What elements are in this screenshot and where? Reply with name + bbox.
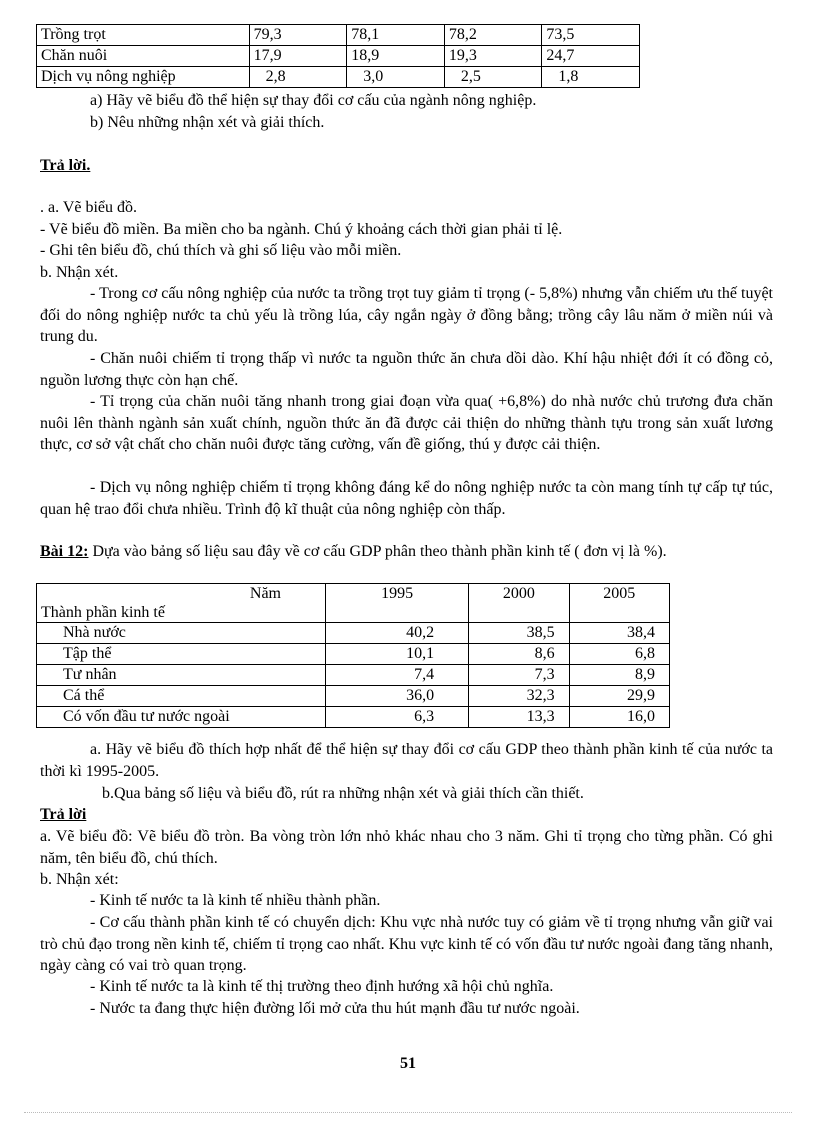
table-cell: 7,3	[469, 665, 569, 686]
table-cell: 38,4	[569, 623, 669, 644]
table-row	[37, 623, 670, 644]
question-a: a) Hãy vẽ biểu đồ thể hiện sự thay đổi cơ cấu của ngành nông nghiệp.	[90, 92, 537, 109]
exercise-text: Dựa vào bảng số liệu sau đây về cơ cấu GDP phân theo thành phần kinh tế ( đơn vị là %).	[88, 543, 667, 560]
header-row-label: Thành phần kinh tế	[41, 604, 165, 621]
answer-paragraph: - Kinh tế nước ta là kinh tế nhiều thành phần.	[90, 892, 381, 909]
table-row	[37, 686, 670, 707]
row-label: Chăn nuôi	[37, 46, 250, 67]
table-cell: 16,0	[569, 707, 669, 728]
table-row	[37, 644, 670, 665]
header-year: 1995	[326, 584, 469, 623]
table-cell: 8,6	[469, 644, 569, 665]
table-cell: 29,9	[569, 686, 669, 707]
table-cell: 8,9	[569, 665, 669, 686]
exercise-12-question-b: b.Qua bảng số liệu và biểu đồ, rút ra những nhận xét và giải thích cần thiết.	[102, 785, 584, 802]
question-b: b) Nêu những nhận xét và giải thích.	[90, 114, 325, 131]
answer-heading: Trả lời	[40, 806, 87, 823]
answer-paragraph: - Tỉ trọng của chăn nuôi tăng nhanh trong giai đoạn vừa qua( +6,8%) do nhà nước chủ trương đưa chăn nuôi lên thành ngành sản xuất chính, nguồn thức ăn đã được cải thiện do những thành tựu trong sản xuất lương thực, cơ sở vật chất cho chăn nuôi được tăng cường, vấn đề giống, thú y được cải thiện.	[40, 393, 773, 453]
answer-b-label: b. Nhận xét:	[40, 871, 119, 888]
table-cell: 78,2	[444, 25, 542, 46]
table-cell: 17,9	[249, 46, 347, 67]
answer-line: - Ghi tên biểu đồ, chú thích và ghi số liệu vào mỗi miền.	[40, 242, 402, 259]
header-year: 2000	[469, 584, 569, 623]
table-cell: 24,7	[542, 46, 640, 67]
answer-line: . a. Vẽ biểu đồ.	[40, 199, 138, 216]
table-cell: 19,3	[444, 46, 542, 67]
table-row	[37, 707, 670, 728]
answer-paragraph: - Nước ta đang thực hiện đường lối mở cửa thu hút mạnh đầu tư nước ngoài.	[90, 1000, 580, 1017]
table-row	[37, 46, 640, 67]
answer-line: - Vẽ biểu đồ miền. Ba miền cho ba ngành. Chú ý khoảng cách thời gian phải tỉ lệ.	[40, 221, 563, 238]
table-cell: 2,8	[249, 67, 347, 88]
answer-line: b. Nhận xét.	[40, 264, 119, 281]
table-cell: 1,8	[542, 67, 640, 88]
table-cell: 73,5	[542, 25, 640, 46]
header-corner-cell	[37, 584, 326, 623]
row-label: Có vốn đầu tư nước ngoài	[37, 707, 326, 728]
answer-paragraph: - Chăn nuôi chiếm tỉ trọng thấp vì nước ta nguồn thức ăn chưa dồi dào. Khí hậu nhiệt đới ít có đồng cỏ, nguồn lương thực còn hạn chế.	[40, 350, 773, 389]
row-label: Tư nhân	[37, 665, 326, 686]
header-year: 2005	[569, 584, 669, 623]
table-cell: 6,3	[326, 707, 469, 728]
table-cell: 79,3	[249, 25, 347, 46]
answer-paragraph: - Kinh tế nước ta là kinh tế thị trường theo định hướng xã hội chủ nghĩa.	[90, 978, 554, 995]
table-cell: 7,4	[326, 665, 469, 686]
table-cell: 3,0	[347, 67, 445, 88]
table-row	[37, 25, 640, 46]
gdp-structure-table	[36, 583, 670, 728]
table-cell: 32,3	[469, 686, 569, 707]
table-cell: 36,0	[326, 686, 469, 707]
table-cell: 38,5	[469, 623, 569, 644]
table-cell: 78,1	[347, 25, 445, 46]
table-cell: 13,3	[469, 707, 569, 728]
exercise-12-intro	[40, 541, 773, 563]
row-label: Cá thể	[37, 686, 326, 707]
footer-divider	[24, 1112, 792, 1113]
row-label: Dịch vụ nông nghiệp	[37, 67, 250, 88]
table-row	[37, 665, 670, 686]
answer-paragraph: - Cơ cấu thành phần kinh tế có chuyển dịch: Khu vực nhà nước tuy có giảm về tỉ trọng nhưng vẫn giữ vai trò chủ đạo trong nền kinh tế, chiếm tỉ trọng cao nhất. Khu vực kinh tế có vốn đầu tư nước ngoài đang tăng nhanh, ngày càng có vai trò quan trọng.	[40, 914, 773, 974]
row-label: Tập thể	[37, 644, 326, 665]
answer-heading: Trả lời.	[40, 157, 91, 174]
answer-a: a. Vẽ biểu đồ: Vẽ biểu đồ tròn. Ba vòng tròn lớn nhỏ khác nhau cho 3 năm. Ghi tỉ trọng cho từng phần. Có ghi năm, tên biểu đồ, chú thích.	[40, 828, 773, 867]
row-label: Nhà nước	[37, 623, 326, 644]
table-cell: 10,1	[326, 644, 469, 665]
answer-paragraph: - Dịch vụ nông nghiệp chiếm tỉ trọng không đáng kể do nông nghiệp nước ta còn mang tính tự cấp tự túc, quan hệ trao đổi chưa nhiều. Trình độ kĩ thuật của nông nghiệp còn thấp.	[40, 479, 773, 518]
table-cell: 40,2	[326, 623, 469, 644]
table-header-row	[37, 584, 670, 623]
header-year-label: Năm	[249, 585, 281, 602]
exercise-label: Bài 12:	[40, 543, 89, 560]
table-cell: 18,9	[347, 46, 445, 67]
table-row	[37, 67, 640, 88]
answer-paragraph: - Trong cơ cấu nông nghiệp của nước ta trồng trọt tuy giảm tỉ trọng (- 5,8%) nhưng vẫn chiếm ưu thế tuyệt đối do nông nghiệp nước ta chủ yếu là trồng lúa, cây ngắn ngày ở đồng bằng; trồng cây lâu năm ở miền núi và trung du.	[40, 285, 773, 345]
exercise-12-question-a: a. Hãy vẽ biểu đồ thích hợp nhất để thể hiện sự thay đổi cơ cấu GDP theo thành phần kinh tế của nước ta thời kì 1995-2005.	[40, 741, 773, 780]
table-cell: 2,5	[444, 67, 542, 88]
agriculture-structure-table	[36, 24, 640, 88]
page-number: 51	[400, 1055, 416, 1072]
table-cell: 6,8	[569, 644, 669, 665]
row-label: Trồng trọt	[37, 25, 250, 46]
